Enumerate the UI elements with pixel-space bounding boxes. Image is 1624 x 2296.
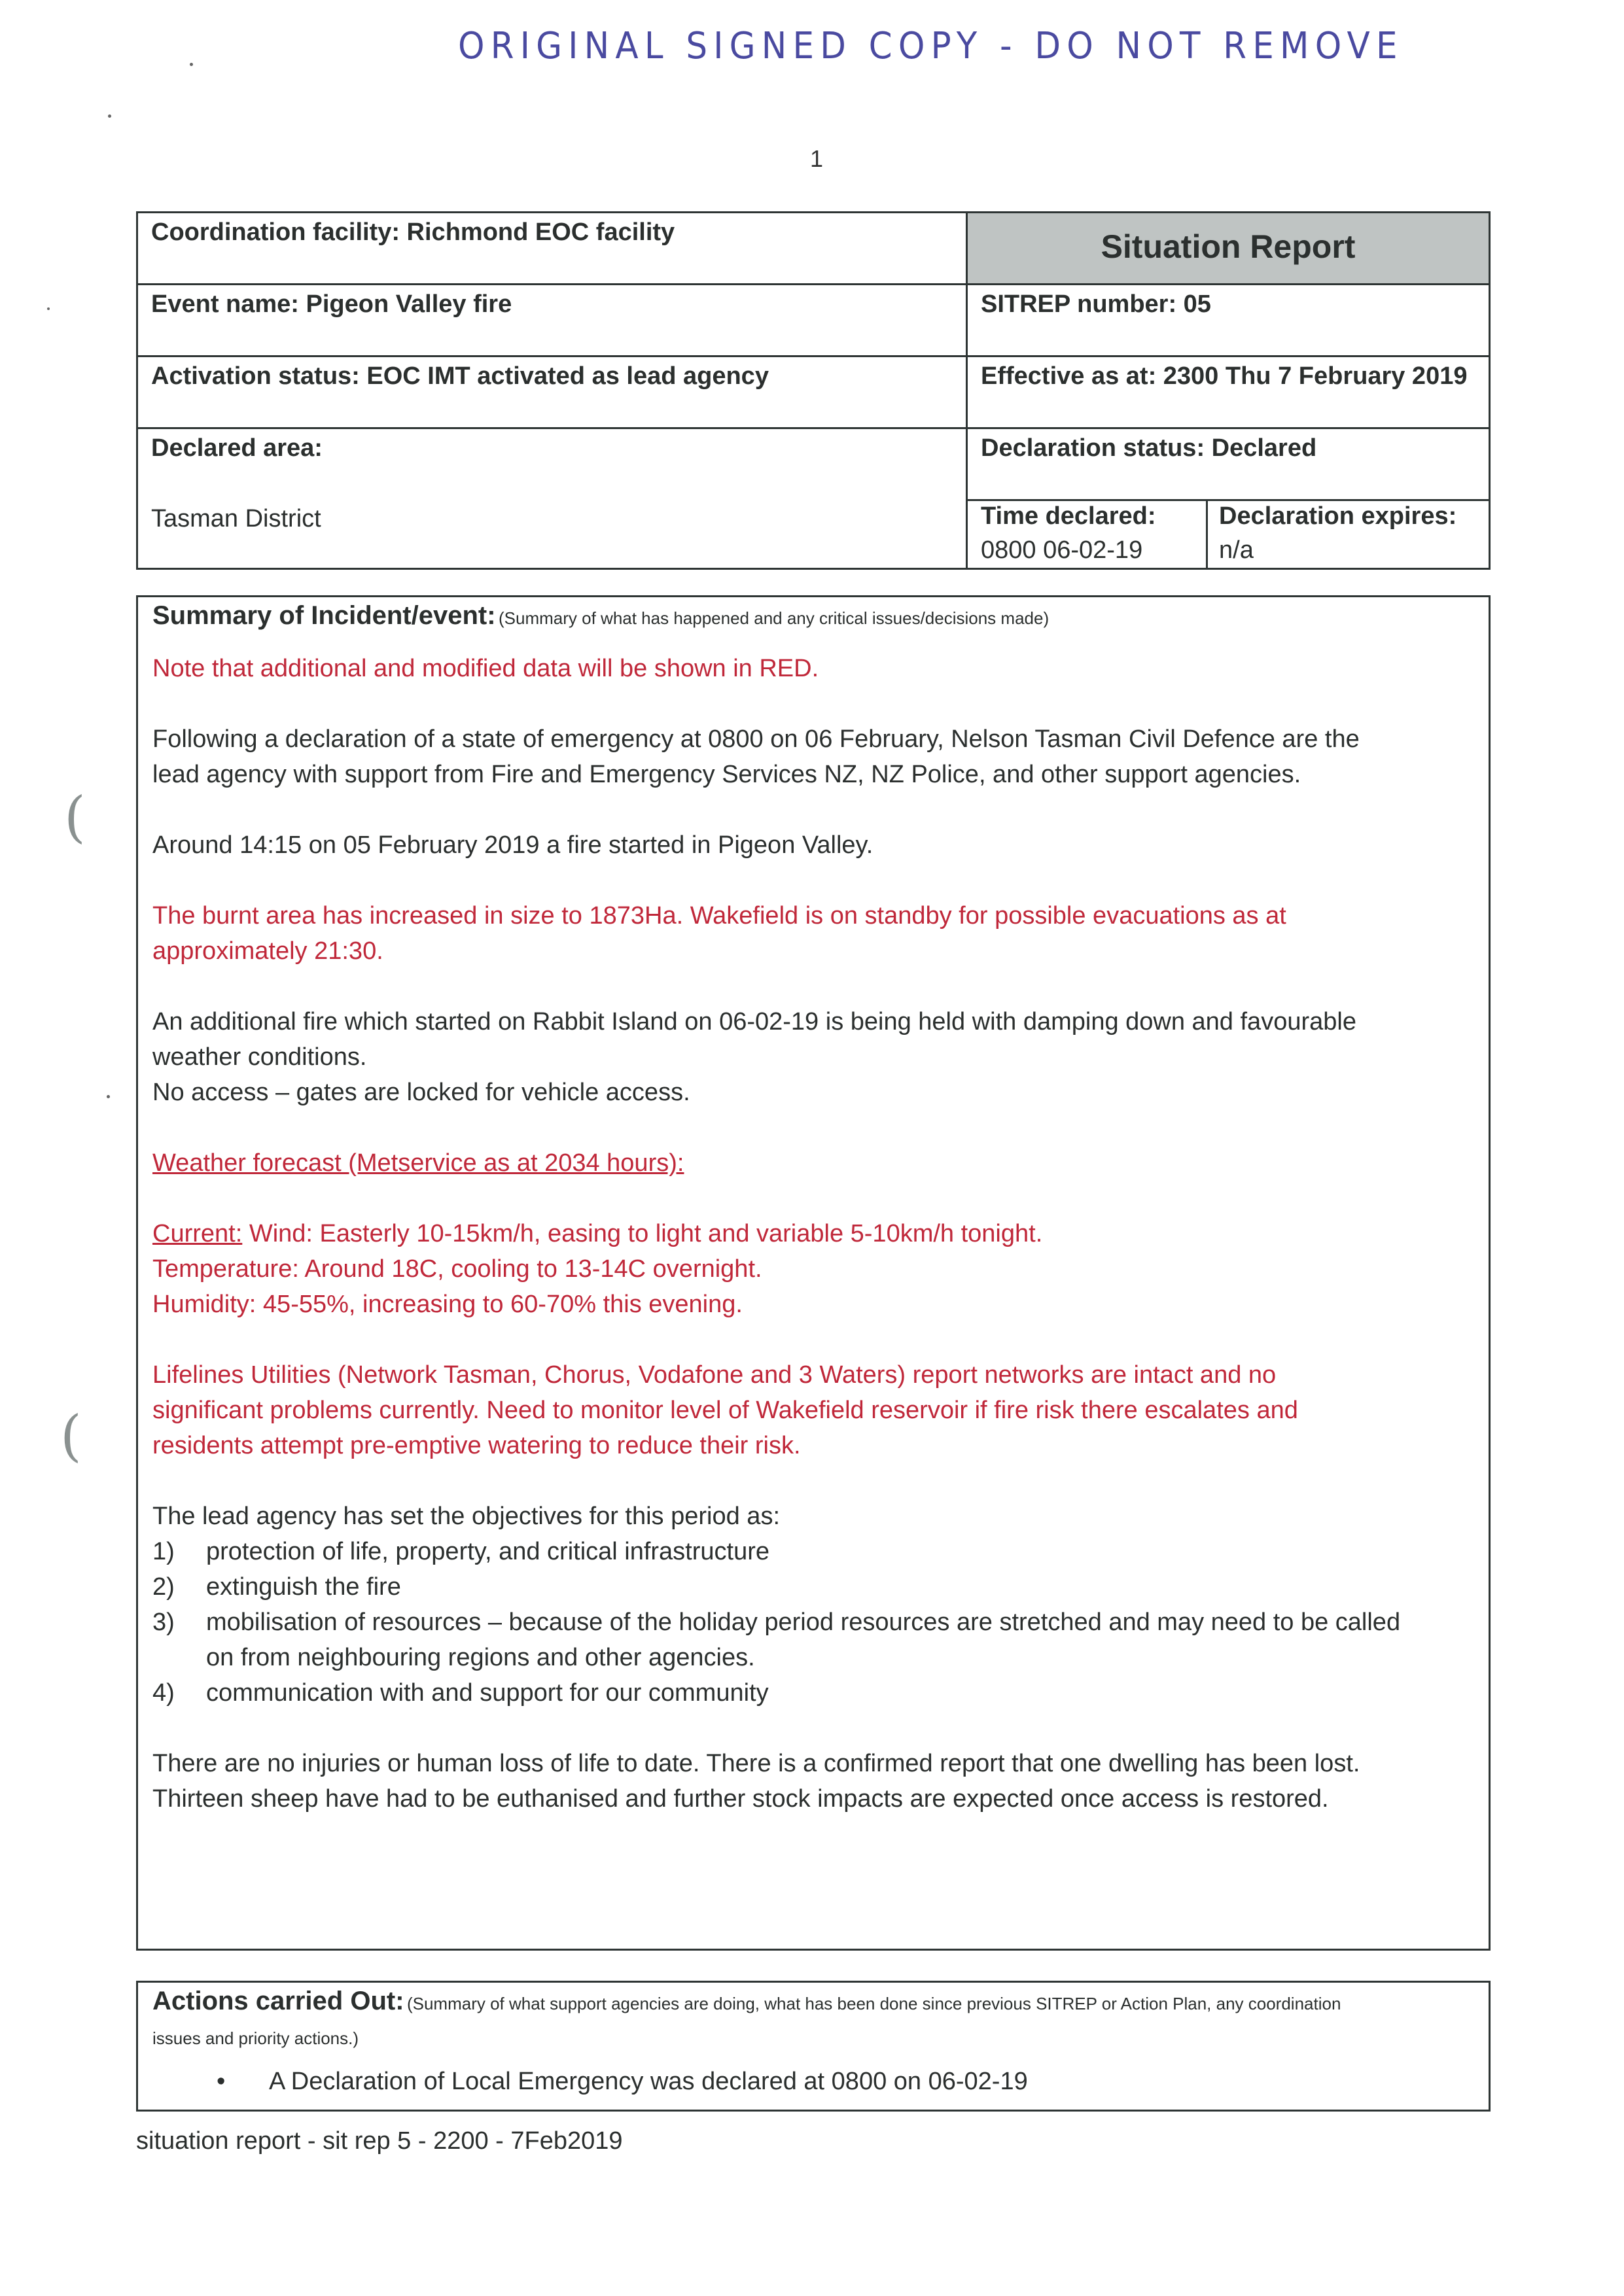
header-right-column xyxy=(968,213,1489,568)
coordination-facility: Coordination facility: Richmond EOC facility xyxy=(151,218,675,246)
hole-punch-mark: ( xyxy=(64,785,86,849)
declaration-times-row xyxy=(968,501,1489,568)
declaration-status: Declaration status: Declared xyxy=(981,434,1317,462)
impacts-line: Thirteen sheep have had to be euthanised and further stock impacts are expected once access is restored. xyxy=(152,1785,1329,1813)
actions-hint-continuation: issues and priority actions.) xyxy=(152,2028,359,2048)
objective-text: mobilisation of resources – because of the holiday period resources are stretched and may need to be called xyxy=(206,1609,1401,1636)
page-number: 1 xyxy=(810,145,824,172)
objective-item xyxy=(152,1675,769,1711)
scan-mark xyxy=(108,114,111,118)
burnt-area-line: approximately 21:30. xyxy=(152,937,383,965)
weather-current-label: Current: xyxy=(152,1220,243,1247)
weather-heading: Weather forecast (Metservice as at 2034 hours): xyxy=(152,1149,684,1177)
time-declared-label: Time declared: xyxy=(981,502,1156,530)
weather-temperature: Temperature: Around 18C, cooling to 13-14C overnight. xyxy=(152,1255,762,1283)
objective-text: extinguish the fire xyxy=(206,1573,401,1601)
activation-status: Activation status: EOC IMT activated as lead agency xyxy=(151,362,769,390)
actions-hint: (Summary of what support agencies are doing, what has been done since previous SITREP or Action Plan, any coordination xyxy=(406,1994,1341,2013)
coordination-facility-cell xyxy=(138,213,966,285)
declaration-paragraph-line: lead agency with support from Fire and Emergency Services NZ, NZ Police, and other support agencies. xyxy=(152,761,1301,788)
report-title: Situation Report xyxy=(1101,228,1356,265)
scan-mark xyxy=(107,1095,110,1098)
weather-wind-line xyxy=(152,1216,1042,1251)
effective-as-at: Effective as at: 2300 Thu 7 February 2019 xyxy=(981,362,1468,390)
lifelines-line: Lifelines Utilities (Network Tasman, Chorus, Vodafone and 3 Waters) report networks are intact and no xyxy=(152,1361,1277,1389)
objective-continuation: on from neighbouring regions and other agencies. xyxy=(206,1644,755,1671)
objective-number: 1) xyxy=(152,1538,175,1565)
cell-divider xyxy=(1206,501,1208,568)
action-text: A Declaration of Local Emergency was declared at 0800 on 06-02-19 xyxy=(269,2068,1028,2095)
declared-area-label: Declared area: xyxy=(151,434,323,462)
objective-item xyxy=(152,1534,769,1569)
hole-punch-mark: ( xyxy=(60,1404,82,1468)
time-declared-value: 0800 06-02-19 xyxy=(981,536,1143,564)
header-left-column xyxy=(138,213,968,568)
action-item xyxy=(217,2068,1028,2096)
objective-number: 3) xyxy=(152,1609,175,1636)
summary-hint: (Summary of what has happened and any critical issues/decisions made) xyxy=(499,608,1050,628)
scan-mark xyxy=(190,63,193,66)
actions-heading: Actions carried Out: xyxy=(152,1987,404,2015)
event-name: Event name: Pigeon Valley fire xyxy=(151,290,512,318)
report-title-cell xyxy=(968,213,1489,285)
summary-heading: Summary of Incident/event: xyxy=(152,601,496,630)
scan-mark xyxy=(47,307,50,310)
actions-heading-row xyxy=(152,1987,1341,2016)
objective-item xyxy=(152,1569,401,1605)
objective-text: protection of life, property, and critical infrastructure xyxy=(206,1538,770,1565)
summary-heading-row xyxy=(152,601,1049,631)
effective-as-at-cell xyxy=(968,357,1489,429)
rabbit-island-line: No access – gates are locked for vehicle access. xyxy=(152,1079,690,1106)
lifelines-line: residents attempt pre-emptive watering to reduce their risk. xyxy=(152,1432,801,1459)
handwritten-annotation: ORIGINAL SIGNED COPY - DO NOT REMOVE xyxy=(458,25,1403,67)
declaration-expires-value: n/a xyxy=(1219,536,1254,564)
rabbit-island-line: An additional fire which started on Rabbit Island on 06-02-19 is being held with damping down and favourable xyxy=(152,1008,1356,1035)
objective-number: 2) xyxy=(152,1573,175,1601)
objective-number: 4) xyxy=(152,1679,175,1707)
objectives-intro: The lead agency has set the objectives for this period as: xyxy=(152,1503,780,1530)
red-data-note: Note that additional and modified data will be shown in RED. xyxy=(152,655,819,682)
declaration-status-cell xyxy=(968,429,1489,501)
rabbit-island-line: weather conditions. xyxy=(152,1043,367,1071)
impacts-line: There are no injuries or human loss of life to date. There is a confirmed report that one dwelling has been lost. xyxy=(152,1750,1360,1777)
burnt-area-line: The burnt area has increased in size to 1873Ha. Wakefield is on standby for possible evacuations as at xyxy=(152,902,1286,930)
actions-section xyxy=(136,1981,1491,2112)
objective-text: communication with and support for our community xyxy=(206,1679,769,1707)
sitrep-number: SITREP number: 05 xyxy=(981,290,1211,318)
bullet-icon: • xyxy=(217,2068,226,2095)
objective-item xyxy=(152,1605,1400,1640)
summary-section xyxy=(136,595,1491,1951)
declaration-expires-label: Declaration expires: xyxy=(1219,502,1457,530)
declared-area-cell xyxy=(138,429,966,568)
activation-status-cell xyxy=(138,357,966,429)
declaration-paragraph-line: Following a declaration of a state of emergency at 0800 on 06 February, Nelson Tasman Civil Defence are the xyxy=(152,725,1360,753)
declared-area-value: Tasman District xyxy=(151,505,321,532)
header-table xyxy=(136,211,1491,570)
fire-start-paragraph: Around 14:15 on 05 February 2019 a fire started in Pigeon Valley. xyxy=(152,831,874,859)
weather-wind: Wind: Easterly 10-15km/h, easing to light and variable 5-10km/h tonight. xyxy=(242,1220,1043,1247)
event-name-cell xyxy=(138,285,966,357)
document-footer: situation report - sit rep 5 - 2200 - 7Feb2019 xyxy=(136,2127,623,2155)
lifelines-line: significant problems currently. Need to monitor level of Wakefield reservoir if fire risk there escalates and xyxy=(152,1397,1298,1424)
weather-humidity: Humidity: 45-55%, increasing to 60-70% this evening. xyxy=(152,1291,743,1318)
sitrep-number-cell xyxy=(968,285,1489,357)
